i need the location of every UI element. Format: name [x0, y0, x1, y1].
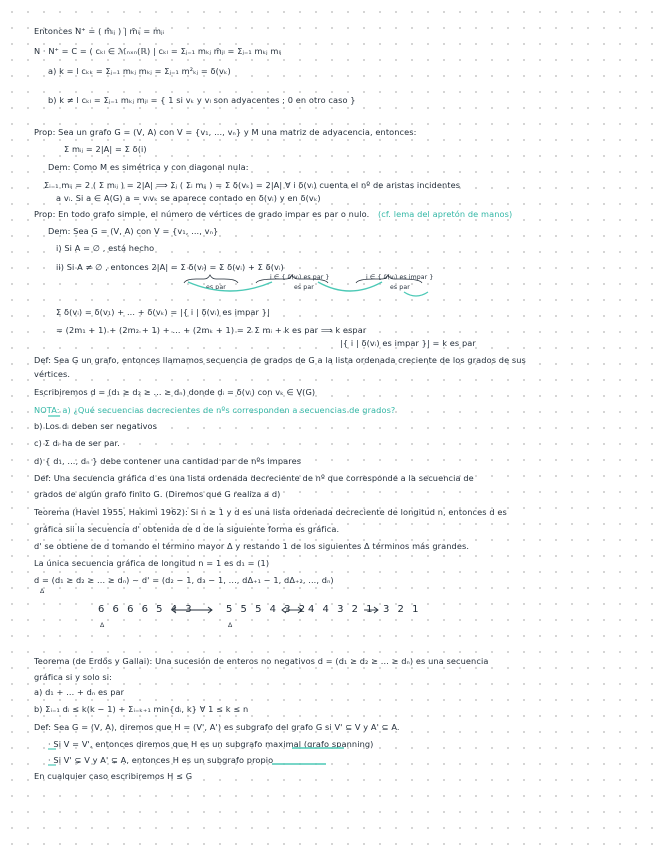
note-line-14: Σ δ(vᵢ) = δ(v₁) + ... + δ(vₖ) = |{ i | δ(vᵢ) es impar }|	[56, 307, 270, 317]
note-line-6: Σ mᵢⱼ = 2|A| = Σ δ(i)	[64, 144, 147, 154]
note-line-32: gráfica si y solo si:	[34, 672, 113, 682]
note-line-27: gráfica sii la secuencia d' obtenida de d de la siguiente forma es gráfica.	[34, 524, 340, 534]
note-line-5: Prop: Sea un grafo G = (V, A) con V = {v₁, ..., vₙ} y M una matriz de adyacencia, entonces:	[34, 127, 417, 137]
note-line-18: vértices.	[34, 369, 71, 379]
note-line-19: Escribiremos d = (d₁ ≥ d₂ ≥ ... ≥ dₙ) donde dᵢ = δ(vᵢ) con vₖ ∈ V(G)	[34, 387, 316, 397]
note-line-35: Def: Sea G = (V, A), diremos que H = (V', A') es subgrafo del grafo G si V' ⊆ V y A' ⊆ A.	[34, 722, 400, 732]
underbrace-mid-top: i ∈ { δ(vᵢ) es par }	[270, 274, 330, 281]
note-line-3: a) k = l cₖₖ = Σⱼ₌₁ mₖⱼ mₖⱼ = Σⱼ₌₁ m²ₖⱼ = δ(vₖ)	[48, 66, 231, 76]
havel-example-end: 3 2 1	[383, 604, 421, 615]
note-line-25: grados de algún grafo finito G. (Diremos que G realiza a d)	[34, 489, 281, 499]
note-line-37: · Si V' ⊊ V y A' ⊊ A, entonces H es un subgrafo propio	[48, 755, 274, 765]
note-line-24: Def: Una secuencia gráfica d es una lista ordenada decreciente de nº que corresponde a la secuencia de	[34, 473, 474, 483]
note-line-15: = (2m₁ + 1) + (2m₂ + 1) + ... + (2mₖ + 1) = 2 Σ mᵢ + k es par ⟹ k espar	[56, 325, 367, 335]
note-line-38: En cualquier caso escribiremos H ≤ G	[34, 771, 193, 781]
note-line-30: d = (d₁ ≥ d₂ ≥ ... ≥ dₙ) ~ d' = (d₂ − 1, d₃ − 1, ..., dΔ₊₁ − 1, dΔ₊₂, ..., dₙ)	[34, 575, 334, 585]
underbrace-mid	[256, 275, 328, 283]
underbrace-mid-bottom: es par	[294, 284, 314, 291]
handshake-lemma-reference: (cf. lema del apretón de manos)	[378, 209, 513, 219]
note-line-9: a vᵢ. Si a ∈ A(G) a = vᵢvₖ se aparece contado en δ(vᵢ) y en δ(vₖ)	[56, 193, 321, 203]
delta-label-2: Δ	[100, 622, 105, 629]
note-line-34: b) Σᵢ₌₁ dᵢ ≤ k(k − 1) + Σᵢ₌ₖ₊₁ min{dᵢ, k} ∀ 1 ≤ k ≤ n	[34, 704, 249, 714]
havel-example-right: 4 4 3 2 1	[308, 604, 376, 615]
note-line-12: i) Si A = ∅ , está hecho	[56, 243, 155, 253]
note-line-26: Teorema (Havel 1955, Hakimi 1962): Si n ≥ 1 y d es una lista ordenada decreciente de longitud n, entonces d es	[34, 507, 507, 517]
note-line-8: Σᵢ₌₁ mᵢⱼ = 2 ( Σ mᵢⱼ ) = 2|A| ⟹ Σⱼ ( Σᵢ mᵢⱼ ) = Σ δ(vₖ) = 2|A| ∀ i δ(vᵢ) cuenta el nº de aristas incidentes	[44, 180, 461, 190]
teal-link-right	[318, 282, 382, 291]
note-line-11: Dem: Sea G = (V, A) con V = {v₁, ..., vₙ}	[48, 226, 219, 236]
teal-link-left	[188, 282, 272, 291]
teal-link-end	[404, 292, 428, 296]
note-line-2: N · N⁺ = C = ( cₖₗ ∈ ℳₙₓₙ(ℝ) | cₖₗ = Σⱼ₌₁ mₖⱼ m̄ⱼₗ = Σⱼ₌₁ mₖⱼ mₗⱼ	[34, 46, 282, 56]
note-line-23: d) { d₁, ..., dₙ } debe contener una cantidad par de nºs impares	[34, 456, 302, 466]
underbrace-left-mark	[184, 275, 238, 283]
havel-example-left: 6 6 6 6 5 4 3	[98, 604, 195, 615]
note-line-21: b) Los dᵢ deben ser negativos	[34, 421, 158, 431]
delta-label-3: Δ	[228, 622, 233, 629]
underbrace-right	[356, 275, 422, 283]
note-line-29: La única secuencia gráfica de longitud n = 1 es d₁ = (1)	[34, 558, 270, 568]
note-line-33: a) d₁ + ... + dₙ es par	[34, 687, 125, 697]
havel-example-mid: 5 5 5 4 3 2	[226, 604, 308, 615]
underbrace-right-bottom: es par	[390, 284, 410, 291]
note-line-36: · Si V = V', entonces diremos que H es un subgrafo maximal (grafo spanning)	[48, 739, 374, 749]
note-line-1: Entonces N⁺ = ( m̄ᵢⱼ ) | m̄ᵢⱼ = mⱼᵢ	[34, 26, 165, 36]
underbrace-right-top: i ∈ { δ(vᵢ) es impar }	[366, 274, 434, 281]
note-line-16: |{ i | δ(vᵢ) es impar }| = k es par	[340, 338, 476, 348]
note-line-22: c) Σ dᵢ ha de ser par.	[34, 438, 120, 448]
nota-label: NOTA: a) ¿Qué secuencias decrecientes de nºs corresponden a secuencias de grados?	[34, 405, 396, 415]
note-line-17: Def: Sea G un grafo, entonces llamamos secuencia de grados de G a la lista ordenada creciente de los grados de sus	[34, 355, 526, 365]
note-line-10-text: Prop: En todo grafo simple, el número de vértices de grado impar es par o nulo.	[34, 209, 370, 219]
note-line-28: d' se obtiene de d tomando el término mayor Δ y restando 1 de los siguientes Δ términos más grandes.	[34, 541, 470, 551]
note-line-7: Dem: Como M es simétrica y con diagonal nula:	[48, 162, 249, 172]
note-line-13: ii) Si A ≠ ∅ , entonces 2|A| = Σ δ(vᵢ) = Σ δ(vᵢ) + Σ δ(vᵢ)	[56, 262, 284, 272]
note-line-31: Teorema (de Erdős y Gallai): Una sucesión de enteros no negativos d = (d₁ ≥ d₂ ≥ ... ≥ dₙ) es una secuencia	[34, 656, 489, 666]
underbrace-left: es par	[206, 284, 226, 291]
delta-label-1: Δ	[40, 588, 45, 595]
note-line-4: b) k ≠ l cₖₗ = Σⱼ₌₁ mₖⱼ mⱼₗ = { 1 si vₖ y vₗ son adyacentes ; 0 en otro caso }	[48, 95, 356, 105]
